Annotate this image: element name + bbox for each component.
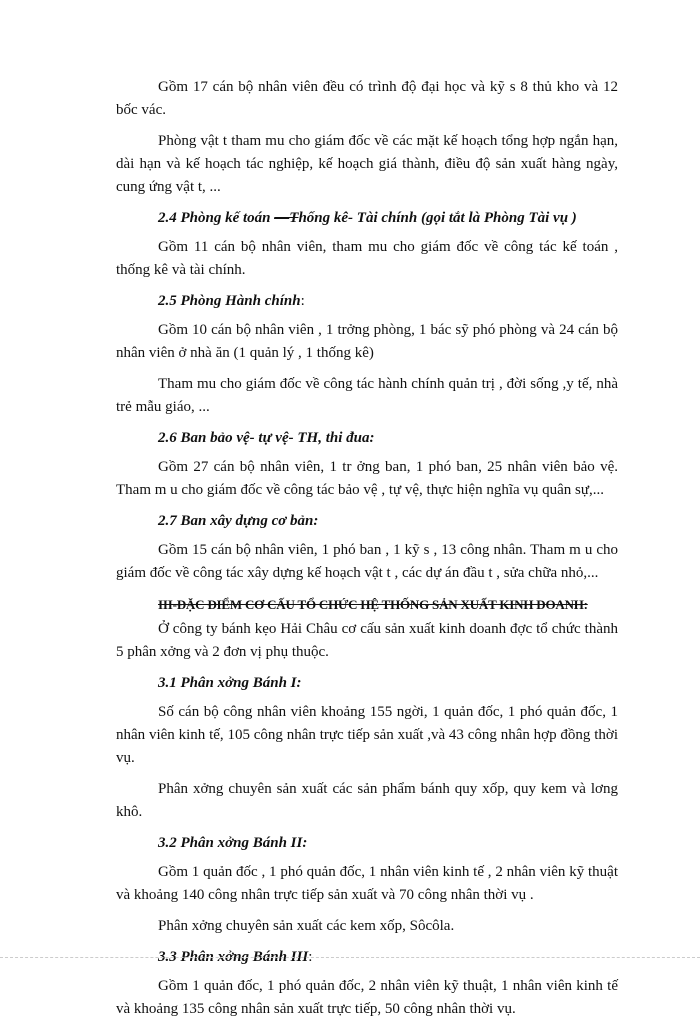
page-bottom-border <box>0 957 700 958</box>
subsection-heading: 2.4 Phòng kế toán —Thống kê- Tài chính (gọi tắt là Phòng Tài vụ ) <box>158 210 577 226</box>
subsection-heading: 2.6 Ban bảo vệ- tự vệ- TH, thi đua: <box>158 430 375 446</box>
paragraph: Số cán bộ công nhân viên khoảng 155 ngời, 1 quản đốc, 1 phó quản đốc, 1 nhân viên kinh tế, 105 công nhân trực tiếp sản xuất ,và 43 công nhân hợp đồng thời vụ. <box>116 704 618 766</box>
subsection-heading: 3.1 Phân xởng Bánh I: <box>158 675 302 691</box>
subsection-heading: 3.2 Phân xởng Bánh II: <box>158 835 308 851</box>
subsection-heading: 3.3 Phân xởng Bánh III: <box>158 949 313 965</box>
paragraph: Gồm 10 cán bộ nhân viên , 1 trởng phòng, 1 bác sỹ phó phòng và 24 cán bộ nhân viên ở nhà ăn (1 quản lý , 1 thống kê) <box>116 322 618 361</box>
paragraph: Gồm 1 quản đốc, 1 phó quản đốc, 2 nhân viên kỹ thuật, 1 nhân viên kinh tế và khoảng 135 công nhân sản xuất trực tiếp, 50 công nhân thời vụ. <box>116 978 618 1017</box>
paragraph: Gồm 15 cán bộ nhân viên, 1 phó ban , 1 kỹ s , 13 công nhân. Tham m u cho giám đốc về công tác xây dựng kế hoạch vật t , các dự án đầu t , sửa chữa nhỏ,... <box>116 542 618 581</box>
paragraph: Ở công ty bánh kẹo Hải Châu cơ cấu sản xuất kinh doanh đợc tổ chức thành 5 phân xởng và 2 đơn vị phụ thuộc. <box>116 621 618 660</box>
paragraph: Gồm 1 quản đốc , 1 phó quản đốc, 1 nhân viên kinh tế , 2 nhân viên kỹ thuật và khoảng 140 công nhân trực tiếp sản xuất và 70 công nhân thời vụ . <box>116 864 618 903</box>
paragraph: Gồm 17 cán bộ nhân viên đều có trình độ đại học và kỹ s 8 thủ kho và 12 bốc vác. <box>116 79 618 118</box>
paragraph: Tham mu cho giám đốc về công tác hành chính quản trị , đời sống ,y tế, nhà trẻ mẫu giáo, ... <box>116 376 618 415</box>
subsection-heading: 2.7 Ban xây dựng cơ bản: <box>158 513 319 529</box>
document-page <box>116 76 618 1029</box>
paragraph: Gồm 27 cán bộ nhân viên, 1 tr ởng ban, 1 phó ban, 25 nhân viên bảo vệ. Tham m u cho giám đốc về công tác bảo vệ , tự vệ, thực hiện nghĩa vụ quân sự,... <box>116 459 618 498</box>
paragraph: Phân xởng chuyên sản xuất các sản phẩm bánh quy xốp, quy kem và lơng khô. <box>116 781 618 820</box>
subsection-heading: 2.5 Phòng Hành chính: <box>158 293 305 309</box>
paragraph: Gồm 11 cán bộ nhân viên, tham mu cho giám đốc về công tác kế toán , thống kê và tài chính. <box>116 239 618 278</box>
paragraph: Phòng vật t tham mu cho giám đốc về các mặt kế hoạch tổng hợp ngắn hạn, dài hạn và kế hoạch tác nghiệp, kế hoạch giá thành, điều độ sản xuất hàng ngày, cung ứng vật t, ... <box>116 133 618 195</box>
paragraph: Phân xởng chuyên sản xuất các kem xốp, Sôcôla. <box>158 918 455 934</box>
section-title: III-ĐẶC ĐIỂM CƠ CẤU TỔ CHỨC HỆ THỐNG SẢN XUẤT KINH DOANH: <box>158 597 588 612</box>
